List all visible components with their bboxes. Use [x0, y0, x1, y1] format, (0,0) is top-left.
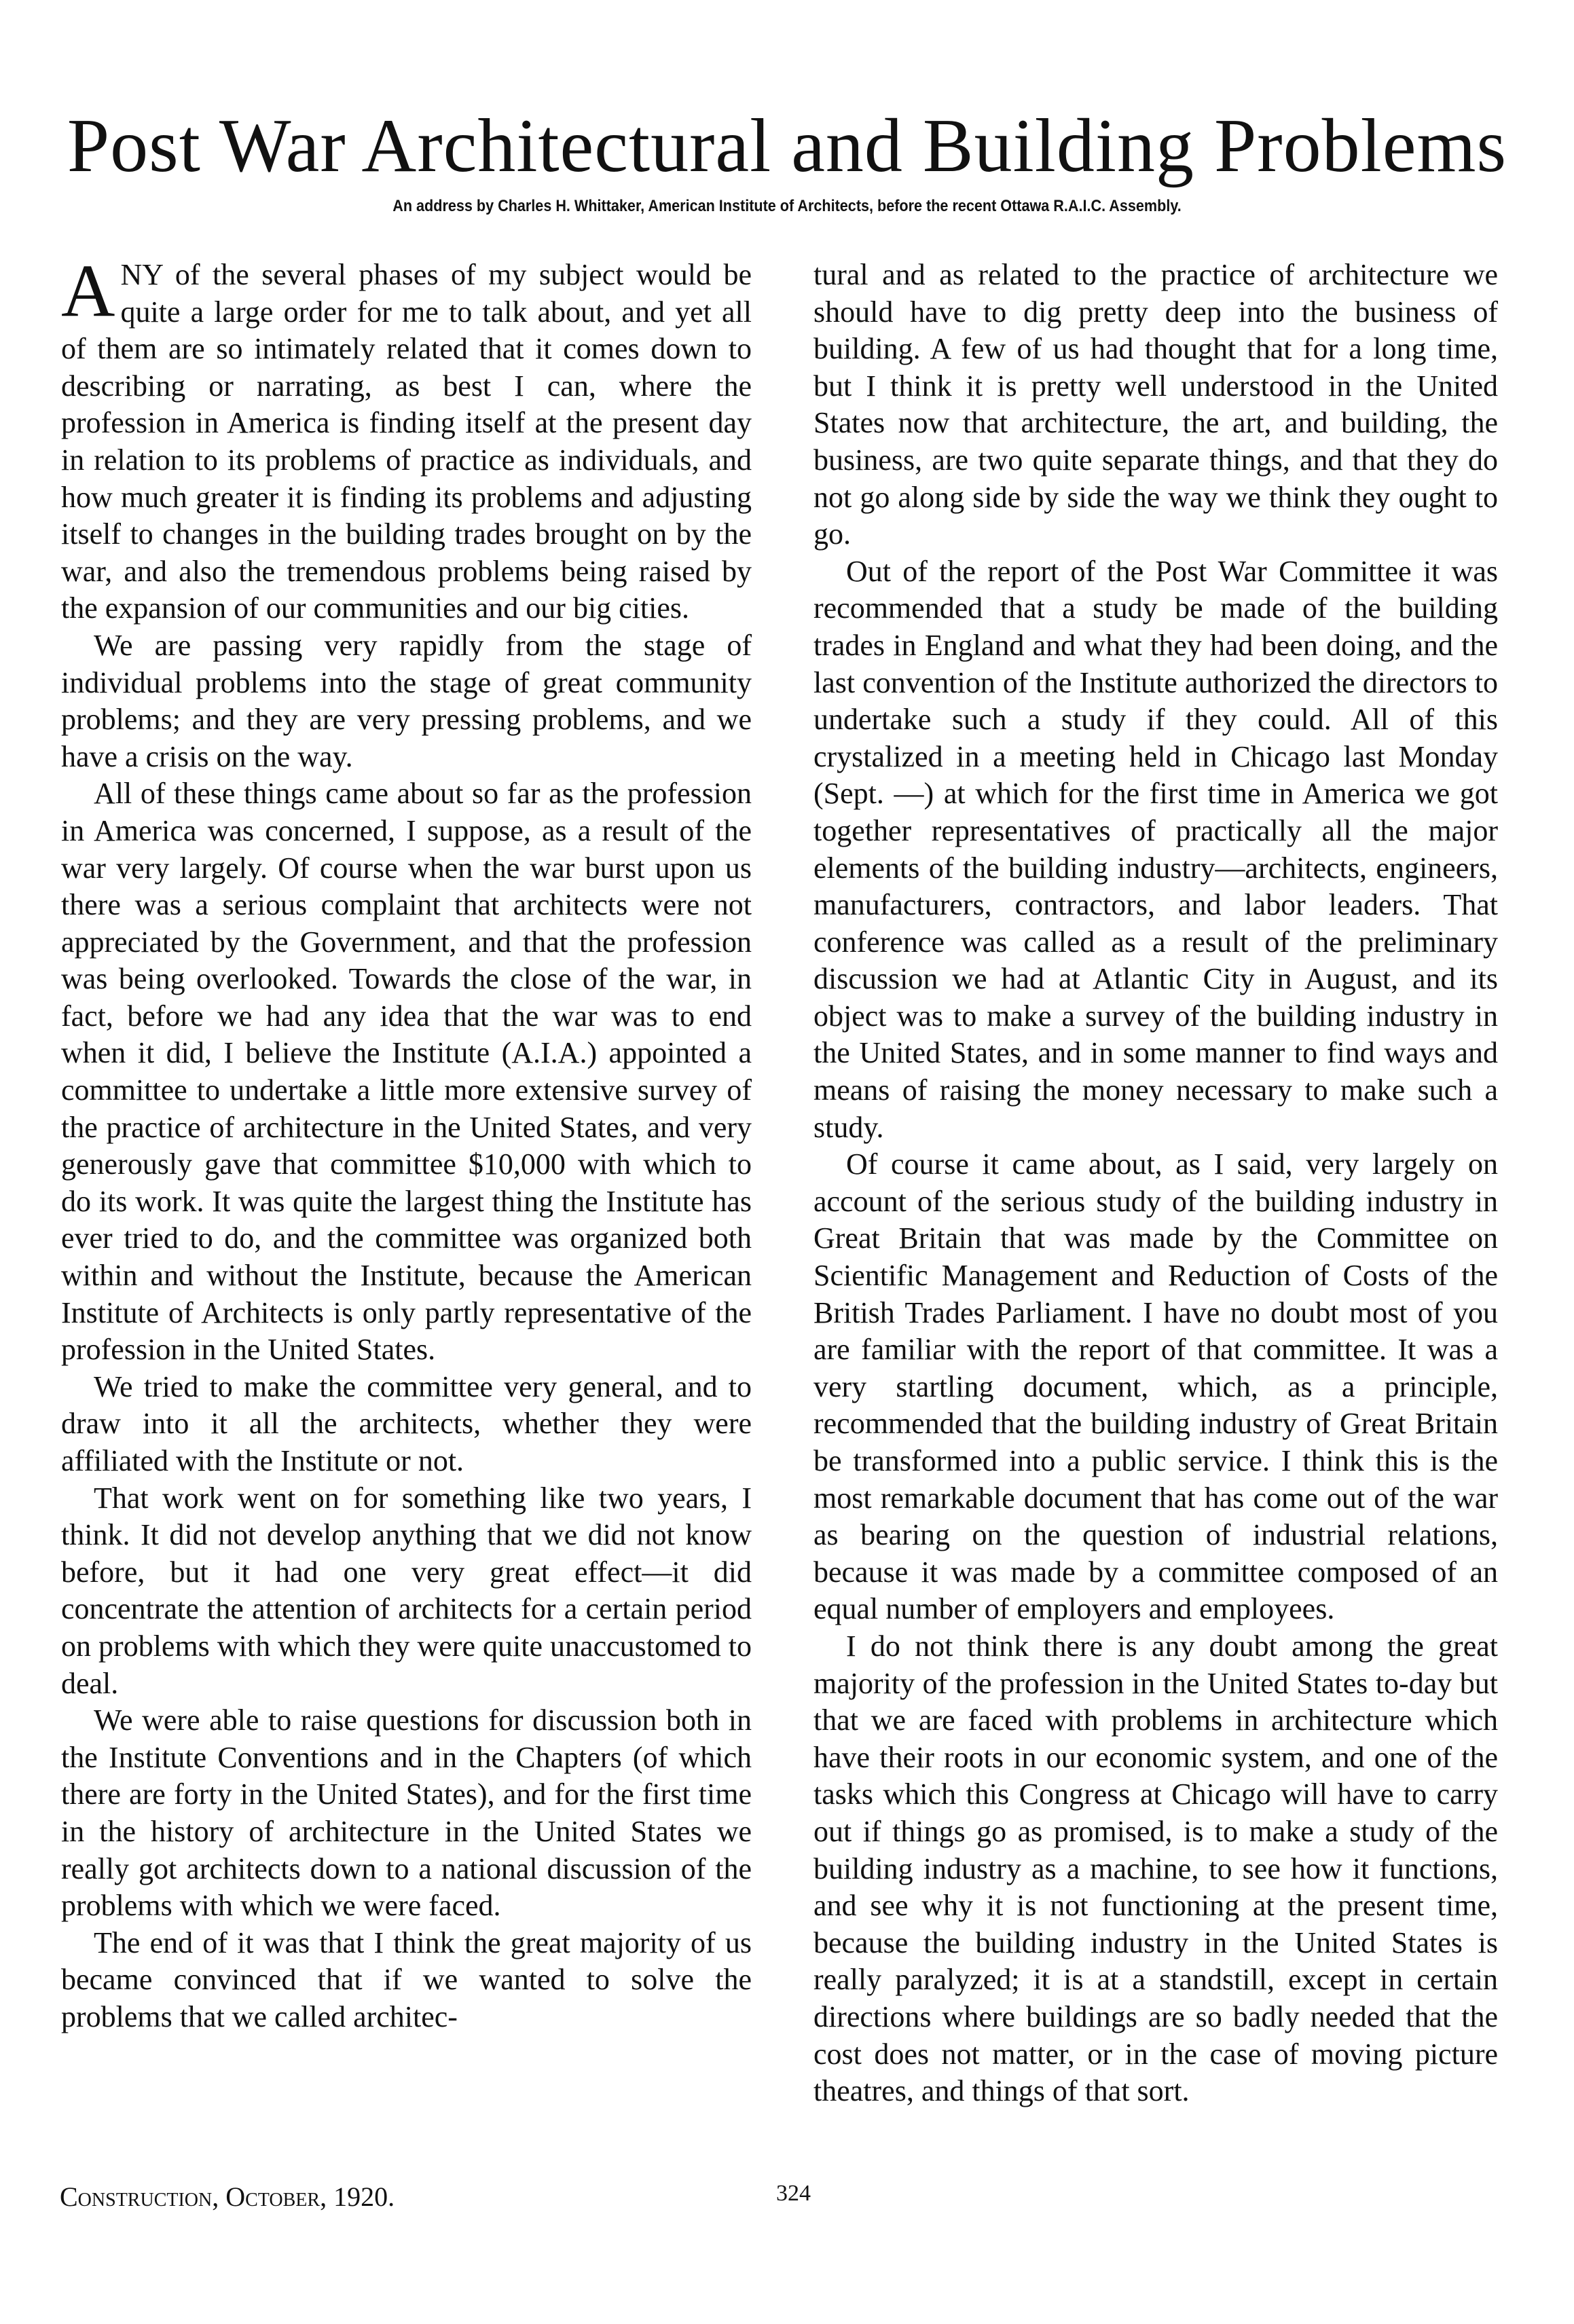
paragraph: The end of it was that I think the great majority of us became convinced that if we wanted to solve the problems that we called architec- [61, 1925, 752, 2033]
paragraph: Of course it came about, as I said, very largely on account of the serious study of the building industry in Great Britain that was made by the Committee on Scientific Management and Reduction of Costs of the British Trades Parliament. I have no doubt most of you are familiar with the report of that committee. It was a very startling document, which, as a principle, recommended that the building industry of Great Britain be transformed into a public service. I think this is the most remarkable document that has come out of the war as bearing on the question of industrial relations, because it was made by a committee composed of an equal number of employers and employees. [813, 1147, 1498, 1626]
right-column [813, 257, 1498, 2110]
paragraph: That work went on for something like two years, I think. It did not develop anything that we did not know before, but it had one very great effect—it did concentrate the attention of architects for a certain period on problems with which they were quite unaccustomed to deal. [61, 1481, 752, 1700]
paragraph: We were able to raise questions for discussion both in the Institute Conventions and in the Chapters (of which there are forty in the United States), and for the first time in the history of architecture in the United States we really got architects down to a national discussion of the problems with which we were faced. [61, 1703, 752, 1923]
paragraph: We tried to make the committee very general, and to draw into it all the architects, whether they were affiliated with the Institute or not. [61, 1369, 752, 1477]
drop-cap: A [61, 249, 115, 332]
paragraph: Out of the report of the Post War Committee it was recommended that a study be made of the building trades in England and what they had been doing, and the last convention of the Institute authorized the directors to undertake such a study if they could. All of this crystalized in a meeting held in Chicago last Monday (Sept. —) at which for the first time in America we got together representatives of practically all the major elements of the building industry—architects, engineers, manufacturers, contractors, and labor leaders. That conference was called as a result of the preliminary discussion we had at Atlantic City in August, and its object was to make a survey of the building industry in the United States, and in some manner to find ways and means of raising the money necessary to make such a study. [813, 554, 1498, 1144]
publication-footer: Construction, October, 1920. [60, 2181, 395, 2212]
paragraph: I do not think there is any doubt among the great majority of the profession in the United States to-day but that we are faced with problems in architecture which have their roots in our economic system, and one of the tasks which this Congress at Chicago will have to carry out if things go as promised, is to make a study of the building industry as a machine, to see how it functions, and see why it is not functioning at the present time, because the building industry in the United States is really paralyzed; it is at a standstill, except in certain directions where buildings are so badly needed that the cost does not matter, or in the case of moving picture theatres, and things of that sort. [813, 1629, 1498, 2108]
paragraph: We are passing very rapidly from the stage of individual problems into the stage of great community problems; and they are very pressing problems, and we have a crisis on the way. [61, 628, 752, 773]
paragraph: All of these things came about so far as the profession in America was concerned, I suppose, as a result of the war very largely. Of course when the war burst upon us there was a serious complaint that architects were not appreciated by the Government, and that the profession was being overlooked. Towards the close of the war, in fact, before we had any idea that the war was to end when it did, I believe the Institute (A.I.A.) appointed a committee to undertake a little more extensive survey of the practice of architecture in the United States, and very generously gave that committee $10,000 with which to do its work. It was quite the largest thing the Institute has ever tried to do, and the committee was organized both within and without the Institute, because the American Institute of Architects is only partly representative of the profession in the United States. [61, 777, 752, 1367]
left-column [61, 249, 752, 2036]
paragraph-text: NY of the several phases of my subject would be quite a large order for me to talk about, and yet all of them are so intimately related that it comes down to describing or narrating, as best I can, where the profession in America is finding itself at the present day in relation to its problems of practice as individuals, and how much greater it is finding its problems and adjusting itself to changes in the building trades brought on by the war, and also the tremendous problems being raised by the expansion of our communities and our big cities. [61, 258, 752, 625]
article-title: Post War Architectural and Building Problems [67, 104, 1507, 188]
article-subtitle: An address by Charles H. Whittaker, American Institute of Architects, before the recent Ottawa R.A.I.C. Assembly. [392, 197, 1182, 215]
paragraph: tural and as related to the practice of architecture we should have to dig pretty deep into the business of building. A few of us had thought that for a long time, but I think it is pretty well understood in the United States now that architecture, the art, and building, the business, are two quite separate things, and that they do not go along side by side the way we think they ought to go. [813, 258, 1498, 551]
page-number: 324 [776, 2181, 811, 2206]
paragraph [61, 249, 752, 627]
